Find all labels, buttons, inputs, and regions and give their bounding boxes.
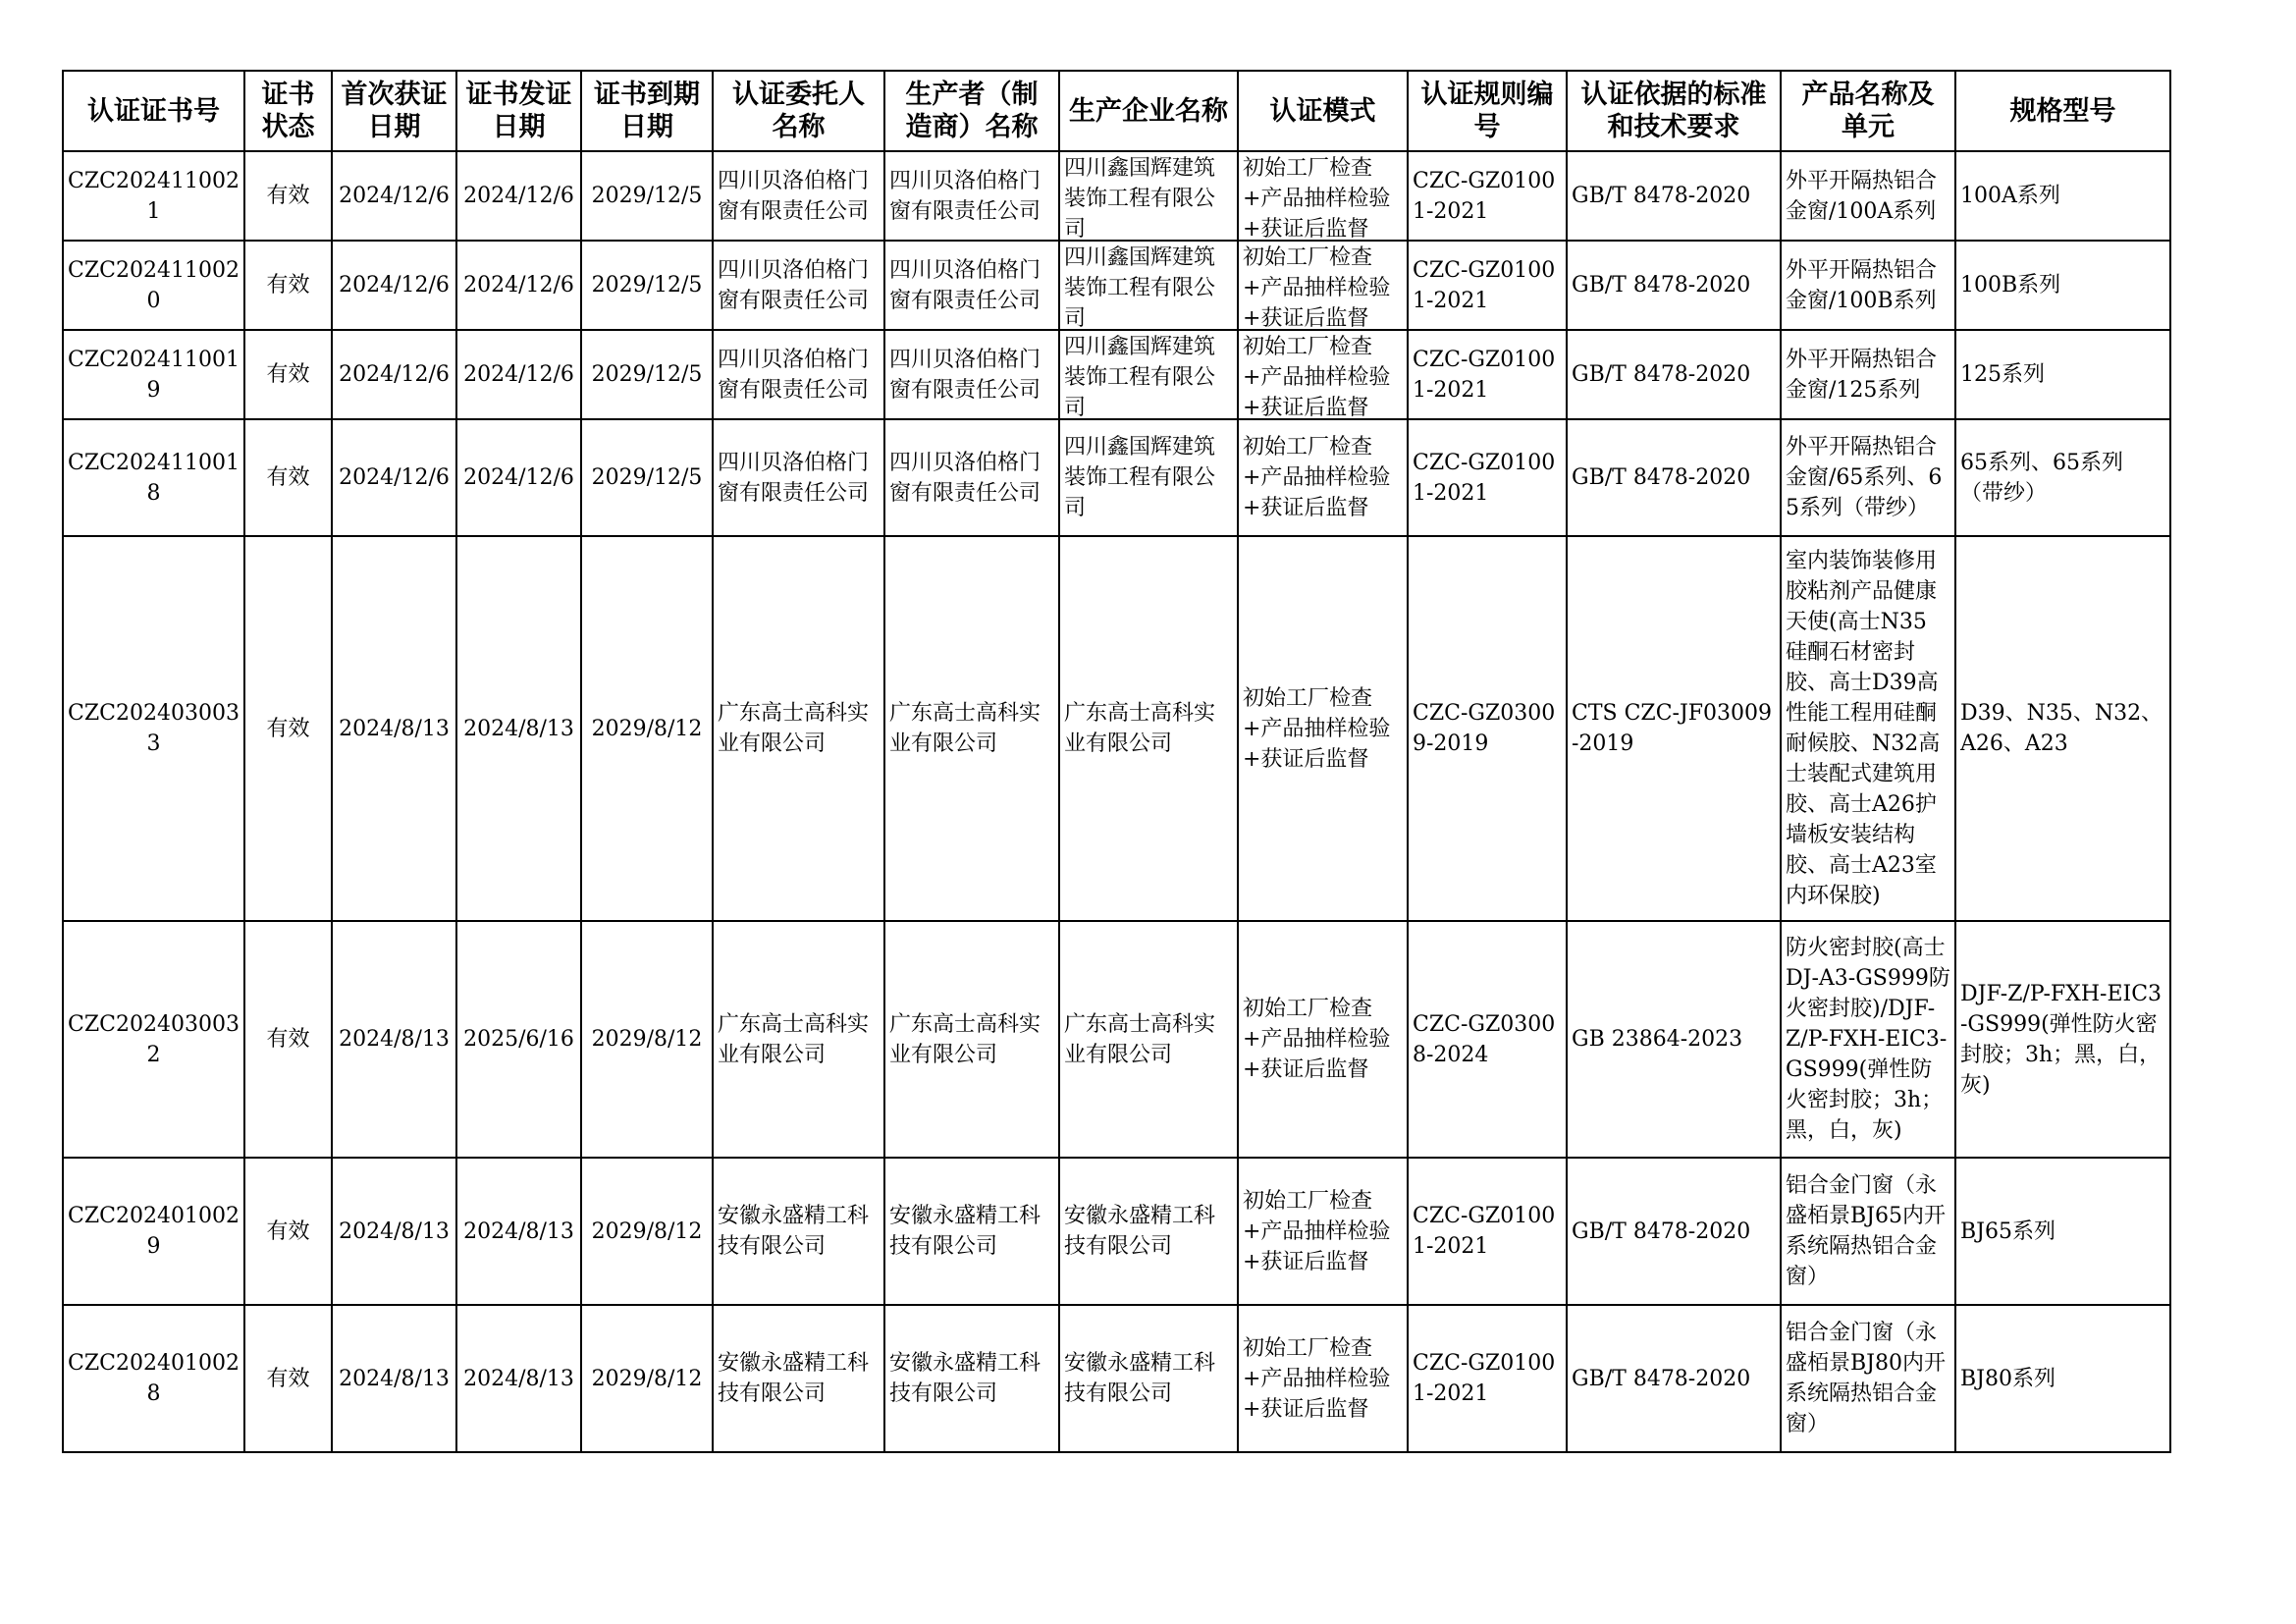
col-header-rule-no: 认证规则编 号 (1408, 71, 1567, 151)
first-date-cell-text: 2024/8/13 (339, 1218, 450, 1244)
manufacturer-cell (884, 330, 1059, 419)
standard-cell-text: GB 23864-2023 (1572, 1027, 1743, 1052)
product-cell (1781, 151, 1955, 241)
cert-no-cell-text: CZC2024110020 (68, 257, 240, 313)
table-row (63, 1305, 2170, 1452)
col-header-first-date: 首次获证 日期 (332, 71, 456, 151)
standard-cell (1567, 241, 1781, 330)
col-header-model: 规格型号 (1955, 71, 2170, 151)
manufacturer-cell (884, 1305, 1059, 1452)
status-cell (244, 921, 332, 1158)
product-cell-text: 外平开隔热铝合金窗/100A系列 (1786, 168, 1938, 224)
product-cell-text: 铝合金门窗（永盛栢景BJ65内开系统隔热铝合金窗） (1786, 1173, 1946, 1289)
col-header-expiry-date: 证书到期 日期 (581, 71, 713, 151)
factory-cell (1059, 921, 1238, 1158)
col-header-factory: 生产企业名称 (1059, 71, 1238, 151)
status-cell (244, 536, 332, 921)
status-cell-text: 有效 (266, 1218, 310, 1244)
model-cell-text: BJ80系列 (1960, 1366, 2056, 1391)
rule-no-cell-text: CZC-GZ01001-2021 (1413, 1204, 1556, 1259)
standard-cell-text: CTS CZC-JF03009-2019 (1572, 701, 1773, 756)
issue-date-cell (456, 241, 581, 330)
factory-cell (1059, 241, 1238, 330)
model-cell-text: DJF-Z/P-FXH-EIC3-GS999(弹性防火密封胶；3h；黑，白，灰) (1960, 981, 2163, 1098)
first-date-cell-text: 2024/8/13 (339, 716, 450, 741)
issue-date-cell (456, 1158, 581, 1305)
issue-date-cell (456, 1305, 581, 1452)
mode-cell (1238, 419, 1408, 536)
manufacturer-cell-text: 四川贝洛伯格门窗有限责任公司 (889, 257, 1041, 313)
expiry-date-cell-text: 2029/12/5 (591, 362, 703, 387)
client-cell-text: 广东高士高科实业有限公司 (718, 701, 870, 756)
table-row (63, 241, 2170, 330)
rule-no-cell (1408, 1158, 1567, 1305)
first-date-cell (332, 151, 456, 241)
issue-date-cell-text: 2025/6/16 (463, 1027, 574, 1052)
mode-cell-text: 初始工厂检查+产品抽样检验+获证后监督 (1243, 685, 1391, 772)
standard-cell (1567, 1305, 1781, 1452)
standard-cell-text: GB/T 8478-2020 (1572, 184, 1751, 208)
first-date-cell (332, 419, 456, 536)
factory-cell (1059, 1158, 1238, 1305)
factory-cell-text: 四川鑫国辉建筑装饰工程有限公司 (1064, 335, 1216, 417)
cert-no-cell (63, 419, 244, 536)
product-cell (1781, 330, 1955, 419)
rule-no-cell-text: CZC-GZ03008-2024 (1413, 1011, 1556, 1067)
mode-cell (1238, 330, 1408, 419)
rule-no-cell-text: CZC-GZ01001-2021 (1413, 257, 1556, 313)
issue-date-cell-text: 2024/8/13 (463, 1218, 574, 1244)
standard-cell (1567, 151, 1781, 241)
factory-cell-text: 四川鑫国辉建筑装饰工程有限公司 (1064, 156, 1216, 239)
standard-cell (1567, 419, 1781, 536)
mode-cell-text: 初始工厂检查+产品抽样检验+获证后监督 (1243, 435, 1391, 520)
model-cell-text: 65系列、65系列（带纱） (1960, 450, 2123, 506)
manufacturer-cell (884, 536, 1059, 921)
product-cell-text: 外平开隔热铝合金窗/125系列 (1786, 347, 1938, 403)
standard-cell-text: GB/T 8478-2020 (1572, 1218, 1751, 1244)
rule-no-cell (1408, 921, 1567, 1158)
first-date-cell (332, 1305, 456, 1452)
issue-date-cell-text: 2024/8/13 (463, 1366, 574, 1391)
cert-no-cell (63, 241, 244, 330)
rule-no-cell-text: CZC-GZ03009-2019 (1413, 701, 1556, 756)
model-cell-text: 100A系列 (1960, 184, 2060, 208)
cert-no-cell-text: CZC2024010029 (68, 1204, 240, 1259)
factory-cell-text: 广东高士高科实业有限公司 (1064, 1011, 1216, 1067)
mode-cell-text: 初始工厂检查+产品抽样检验+获证后监督 (1243, 156, 1391, 239)
client-cell (713, 1158, 884, 1305)
model-cell (1955, 151, 2170, 241)
expiry-date-cell (581, 1158, 713, 1305)
cert-no-cell-text: CZC2024030032 (68, 1011, 240, 1067)
product-cell-text: 外平开隔热铝合金窗/65系列、65系列（带纱） (1786, 435, 1943, 520)
first-date-cell (332, 536, 456, 921)
client-cell-text: 四川贝洛伯格门窗有限责任公司 (718, 450, 870, 506)
product-cell (1781, 1305, 1955, 1452)
first-date-cell (332, 330, 456, 419)
factory-cell-text: 四川鑫国辉建筑装饰工程有限公司 (1064, 245, 1216, 328)
model-cell-text: 100B系列 (1960, 273, 2061, 298)
standard-cell-text: GB/T 8478-2020 (1572, 465, 1751, 490)
model-cell (1955, 1158, 2170, 1305)
model-cell (1955, 536, 2170, 921)
cert-no-cell-text: CZC2024030033 (68, 701, 240, 756)
manufacturer-cell (884, 241, 1059, 330)
expiry-date-cell (581, 1305, 713, 1452)
issue-date-cell-text: 2024/12/6 (463, 273, 574, 298)
table-row (63, 151, 2170, 241)
rule-no-cell-text: CZC-GZ01001-2021 (1413, 450, 1556, 506)
mode-cell-text: 初始工厂检查+产品抽样检验+获证后监督 (1243, 245, 1391, 328)
client-cell-text: 四川贝洛伯格门窗有限责任公司 (718, 257, 870, 313)
issue-date-cell (456, 419, 581, 536)
issue-date-cell-text: 2024/12/6 (463, 465, 574, 490)
standard-cell-text: GB/T 8478-2020 (1572, 1366, 1751, 1391)
manufacturer-cell-text: 安徽永盛精工科技有限公司 (889, 1204, 1041, 1259)
mode-cell (1238, 921, 1408, 1158)
client-cell (713, 419, 884, 536)
model-cell (1955, 241, 2170, 330)
mode-cell-text: 初始工厂检查+产品抽样检验+获证后监督 (1243, 1188, 1391, 1274)
model-cell-text: 125系列 (1960, 362, 2045, 387)
manufacturer-cell-text: 广东高士高科实业有限公司 (889, 1011, 1041, 1067)
standard-cell (1567, 330, 1781, 419)
factory-cell (1059, 151, 1238, 241)
table-row (63, 1158, 2170, 1305)
col-header-client: 认证委托人 名称 (713, 71, 884, 151)
mode-cell-text: 初始工厂检查+产品抽样检验+获证后监督 (1243, 335, 1391, 417)
standard-cell (1567, 921, 1781, 1158)
expiry-date-cell (581, 151, 713, 241)
first-date-cell-text: 2024/12/6 (339, 184, 450, 208)
manufacturer-cell (884, 419, 1059, 536)
product-cell (1781, 536, 1955, 921)
rule-no-cell-text: CZC-GZ01001-2021 (1413, 1351, 1556, 1406)
expiry-date-cell (581, 241, 713, 330)
issue-date-cell-text: 2024/8/13 (463, 716, 574, 741)
product-cell-text: 外平开隔热铝合金窗/100B系列 (1786, 257, 1938, 313)
issue-date-cell (456, 921, 581, 1158)
rule-no-cell (1408, 1305, 1567, 1452)
mode-cell (1238, 241, 1408, 330)
cert-no-cell (63, 151, 244, 241)
model-cell (1955, 1305, 2170, 1452)
expiry-date-cell (581, 419, 713, 536)
col-header-cert-no: 认证证书号 (63, 71, 244, 151)
manufacturer-cell-text: 四川贝洛伯格门窗有限责任公司 (889, 450, 1041, 506)
cert-no-cell-text: CZC2024110021 (68, 168, 240, 224)
cert-no-cell (63, 330, 244, 419)
product-cell (1781, 1158, 1955, 1305)
col-header-manufacturer: 生产者（制 造商）名称 (884, 71, 1059, 151)
client-cell-text: 四川贝洛伯格门窗有限责任公司 (718, 347, 870, 403)
client-cell-text: 广东高士高科实业有限公司 (718, 1011, 870, 1067)
status-cell (244, 1158, 332, 1305)
model-cell (1955, 921, 2170, 1158)
expiry-date-cell-text: 2029/8/12 (591, 716, 703, 741)
manufacturer-cell (884, 921, 1059, 1158)
cert-no-cell (63, 921, 244, 1158)
expiry-date-cell (581, 330, 713, 419)
rule-no-cell (1408, 536, 1567, 921)
cert-no-cell-text: CZC2024110018 (68, 450, 240, 506)
client-cell (713, 241, 884, 330)
table-row (63, 921, 2170, 1158)
factory-cell (1059, 419, 1238, 536)
model-cell-text: D39、N35、N32、A26、A23 (1960, 701, 2163, 756)
standard-cell-text: GB/T 8478-2020 (1572, 362, 1751, 387)
header-row (63, 71, 2170, 151)
expiry-date-cell (581, 536, 713, 921)
expiry-date-cell-text: 2029/8/12 (591, 1027, 703, 1052)
product-cell-text: 防火密封胶(高士DJ-A3-GS999防火密封胶)/DJF-Z/P-FXH-EIC3-GS999(弹性防火密封胶；3h；黑，白，灰) (1786, 936, 1950, 1143)
col-header-mode: 认证模式 (1238, 71, 1408, 151)
rule-no-cell (1408, 330, 1567, 419)
rule-no-cell (1408, 241, 1567, 330)
product-cell-text: 铝合金门窗（永盛栢景BJ80内开系统隔热铝合金窗） (1786, 1321, 1946, 1436)
manufacturer-cell-text: 四川贝洛伯格门窗有限责任公司 (889, 347, 1041, 403)
expiry-date-cell-text: 2029/12/5 (591, 184, 703, 208)
manufacturer-cell-text: 四川贝洛伯格门窗有限责任公司 (889, 168, 1041, 224)
issue-date-cell (456, 536, 581, 921)
client-cell (713, 151, 884, 241)
expiry-date-cell-text: 2029/12/5 (591, 273, 703, 298)
rule-no-cell-text: CZC-GZ01001-2021 (1413, 347, 1556, 403)
manufacturer-cell-text: 广东高士高科实业有限公司 (889, 701, 1041, 756)
status-cell-text: 有效 (266, 273, 310, 298)
issue-date-cell-text: 2024/12/6 (463, 184, 574, 208)
cert-no-cell (63, 1305, 244, 1452)
status-cell (244, 151, 332, 241)
mode-cell-text: 初始工厂检查+产品抽样检验+获证后监督 (1243, 1335, 1391, 1422)
client-cell-text: 四川贝洛伯格门窗有限责任公司 (718, 168, 870, 224)
mode-cell (1238, 151, 1408, 241)
cert-no-cell (63, 1158, 244, 1305)
manufacturer-cell (884, 151, 1059, 241)
product-cell (1781, 921, 1955, 1158)
first-date-cell-text: 2024/8/13 (339, 1027, 450, 1052)
status-cell (244, 241, 332, 330)
table-body (63, 151, 2170, 1452)
status-cell-text: 有效 (266, 465, 310, 490)
cert-no-cell-text: CZC2024110019 (68, 347, 240, 403)
client-cell (713, 1305, 884, 1452)
status-cell-text: 有效 (266, 362, 310, 387)
client-cell (713, 330, 884, 419)
cert-no-cell-text: CZC2024010028 (68, 1351, 240, 1406)
expiry-date-cell-text: 2029/12/5 (591, 465, 703, 490)
expiry-date-cell-text: 2029/8/12 (591, 1366, 703, 1391)
issue-date-cell (456, 151, 581, 241)
col-header-issue-date: 证书发证 日期 (456, 71, 581, 151)
rule-no-cell (1408, 419, 1567, 536)
factory-cell-text: 四川鑫国辉建筑装饰工程有限公司 (1064, 435, 1216, 520)
table-row (63, 419, 2170, 536)
first-date-cell (332, 921, 456, 1158)
first-date-cell-text: 2024/12/6 (339, 273, 450, 298)
model-cell (1955, 419, 2170, 536)
issue-date-cell (456, 330, 581, 419)
client-cell-text: 安徽永盛精工科技有限公司 (718, 1204, 870, 1259)
factory-cell-text: 广东高士高科实业有限公司 (1064, 701, 1216, 756)
status-cell (244, 419, 332, 536)
factory-cell (1059, 536, 1238, 921)
mode-cell-text: 初始工厂检查+产品抽样检验+获证后监督 (1243, 997, 1391, 1082)
first-date-cell-text: 2024/12/6 (339, 362, 450, 387)
status-cell-text: 有效 (266, 716, 310, 741)
product-cell (1781, 241, 1955, 330)
status-cell-text: 有效 (266, 1027, 310, 1052)
standard-cell (1567, 536, 1781, 921)
client-cell (713, 921, 884, 1158)
issue-date-cell-text: 2024/12/6 (463, 362, 574, 387)
standard-cell-text: GB/T 8478-2020 (1572, 273, 1751, 298)
col-header-status: 证书 状态 (244, 71, 332, 151)
expiry-date-cell-text: 2029/8/12 (591, 1218, 703, 1244)
first-date-cell-text: 2024/12/6 (339, 465, 450, 490)
first-date-cell-text: 2024/8/13 (339, 1366, 450, 1391)
first-date-cell (332, 241, 456, 330)
product-cell-text: 室内装饰装修用胶粘剂产品健康天使(高士N35 硅酮石材密封胶、高士D39高性能工程用硅酮耐候胶、N32高士装配式建筑用胶、高士A26护墙板安装结构胶、高士A23室内环保胶) (1786, 549, 1941, 908)
product-cell (1781, 419, 1955, 536)
mode-cell (1238, 1305, 1408, 1452)
table-row (63, 536, 2170, 921)
status-cell (244, 1305, 332, 1452)
client-cell (713, 536, 884, 921)
col-header-standard: 认证依据的标准 和技术要求 (1567, 71, 1781, 151)
standard-cell (1567, 1158, 1781, 1305)
certificate-table (62, 70, 2171, 1453)
mode-cell (1238, 1158, 1408, 1305)
status-cell-text: 有效 (266, 1366, 310, 1391)
factory-cell (1059, 1305, 1238, 1452)
status-cell (244, 330, 332, 419)
table-row (63, 330, 2170, 419)
expiry-date-cell (581, 921, 713, 1158)
client-cell-text: 安徽永盛精工科技有限公司 (718, 1351, 870, 1406)
cert-no-cell (63, 536, 244, 921)
status-cell-text: 有效 (266, 184, 310, 208)
factory-cell-text: 安徽永盛精工科技有限公司 (1064, 1351, 1216, 1406)
col-header-product: 产品名称及 单元 (1781, 71, 1955, 151)
factory-cell (1059, 330, 1238, 419)
first-date-cell (332, 1158, 456, 1305)
rule-no-cell-text: CZC-GZ01001-2021 (1413, 168, 1556, 224)
rule-no-cell (1408, 151, 1567, 241)
model-cell (1955, 330, 2170, 419)
factory-cell-text: 安徽永盛精工科技有限公司 (1064, 1204, 1216, 1259)
mode-cell (1238, 536, 1408, 921)
manufacturer-cell (884, 1158, 1059, 1305)
model-cell-text: BJ65系列 (1960, 1218, 2056, 1244)
manufacturer-cell-text: 安徽永盛精工科技有限公司 (889, 1351, 1041, 1406)
